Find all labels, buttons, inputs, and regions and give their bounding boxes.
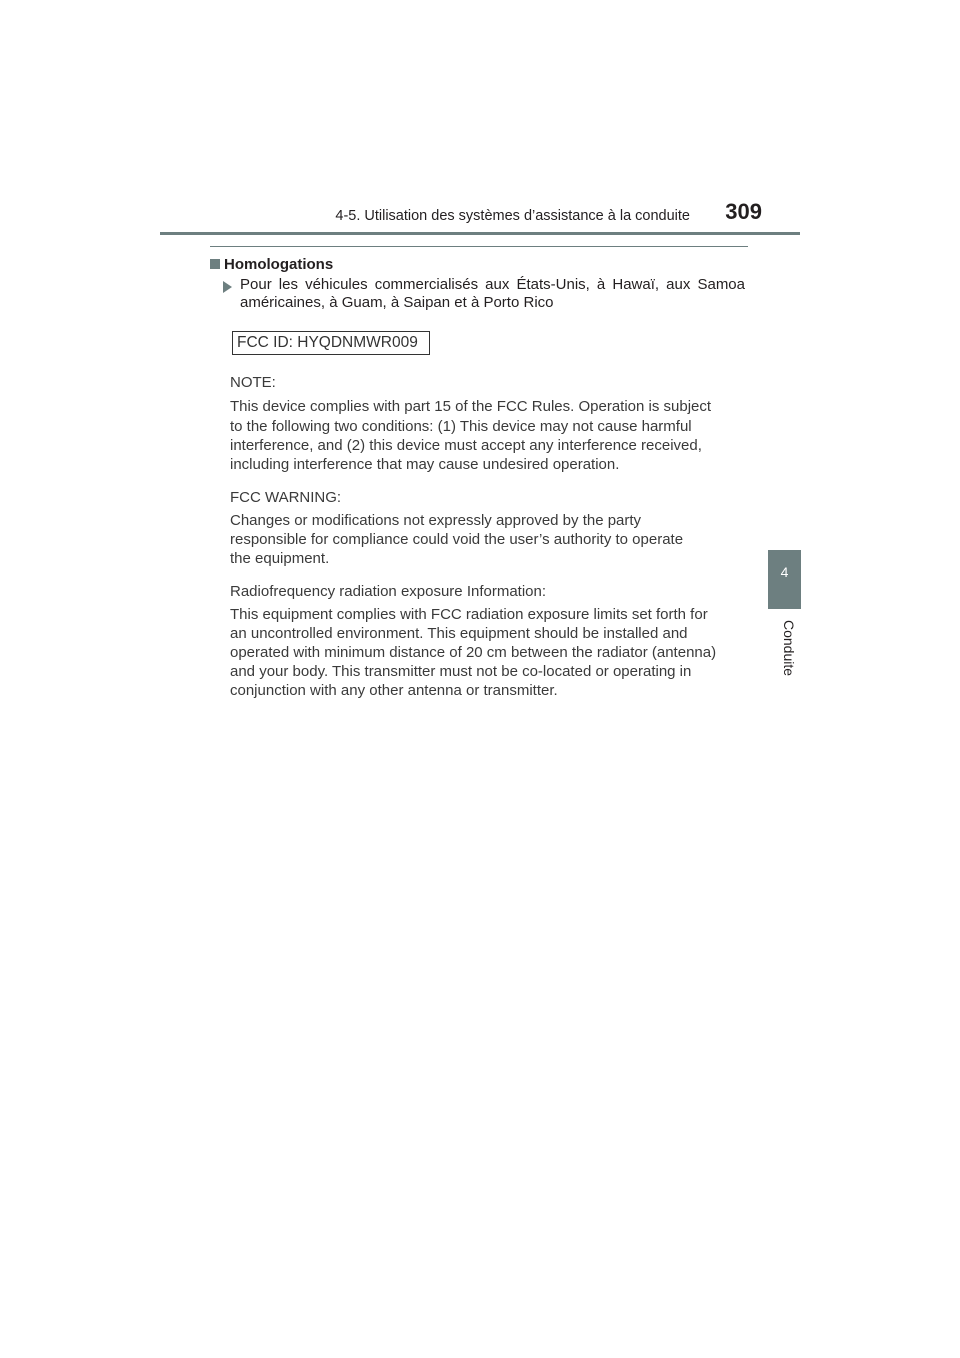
bullet-text-line-1: Pour les véhicules commercialisés aux États-Unis, à Hawaï, aux Samoa bbox=[240, 276, 745, 293]
warning-line: the equipment. bbox=[230, 550, 330, 567]
radio-line: operated with minimum distance of 20 cm between the radiator (antenna) bbox=[230, 644, 717, 661]
radio-line: and your body. This transmitter must not be co-located or operating in bbox=[230, 663, 692, 680]
note-label: NOTE: bbox=[230, 374, 276, 391]
note-line: including interference that may cause undesired operation. bbox=[230, 456, 620, 473]
radio-line: This equipment complies with FCC radiation exposure limits set forth for bbox=[230, 606, 708, 623]
section-rule bbox=[210, 246, 748, 247]
triangle-bullet-icon bbox=[223, 281, 232, 293]
header-title: 4-5. Utilisation des systèmes d’assistance à la conduite bbox=[335, 208, 690, 224]
warning-label: FCC WARNING: bbox=[230, 489, 342, 506]
side-tab-label: Conduite bbox=[781, 619, 797, 677]
radio-line: an uncontrolled environment. This equipment should be installed and bbox=[230, 625, 688, 642]
note-line: This device complies with part 15 of the FCC Rules. Operation is subject bbox=[230, 398, 712, 415]
bullet-text-line-2: américaines, à Guam, à Saipan et à Porto Rico bbox=[240, 294, 554, 311]
warning-line: responsible for compliance could void the user’s authority to operate bbox=[230, 531, 684, 548]
note-line: interference, and (2) this device must accept any interference received, bbox=[230, 437, 702, 454]
header-rule bbox=[160, 232, 800, 235]
side-tab-number: 4 bbox=[780, 564, 789, 580]
page-number: 309 bbox=[725, 199, 762, 224]
square-bullet-icon bbox=[210, 259, 220, 269]
section-heading-text: Homologations bbox=[224, 256, 334, 273]
warning-line: Changes or modifications not expressly approved by the party bbox=[230, 512, 642, 529]
radio-label: Radiofrequency radiation exposure Information: bbox=[230, 583, 547, 600]
note-line: to the following two conditions: (1) This device may not cause harmful bbox=[230, 418, 692, 435]
radio-line: conjunction with any other antenna or transmitter. bbox=[230, 682, 558, 699]
fcc-id-box: FCC ID: HYQDNMWR009 bbox=[232, 331, 430, 355]
section-heading bbox=[210, 256, 333, 273]
